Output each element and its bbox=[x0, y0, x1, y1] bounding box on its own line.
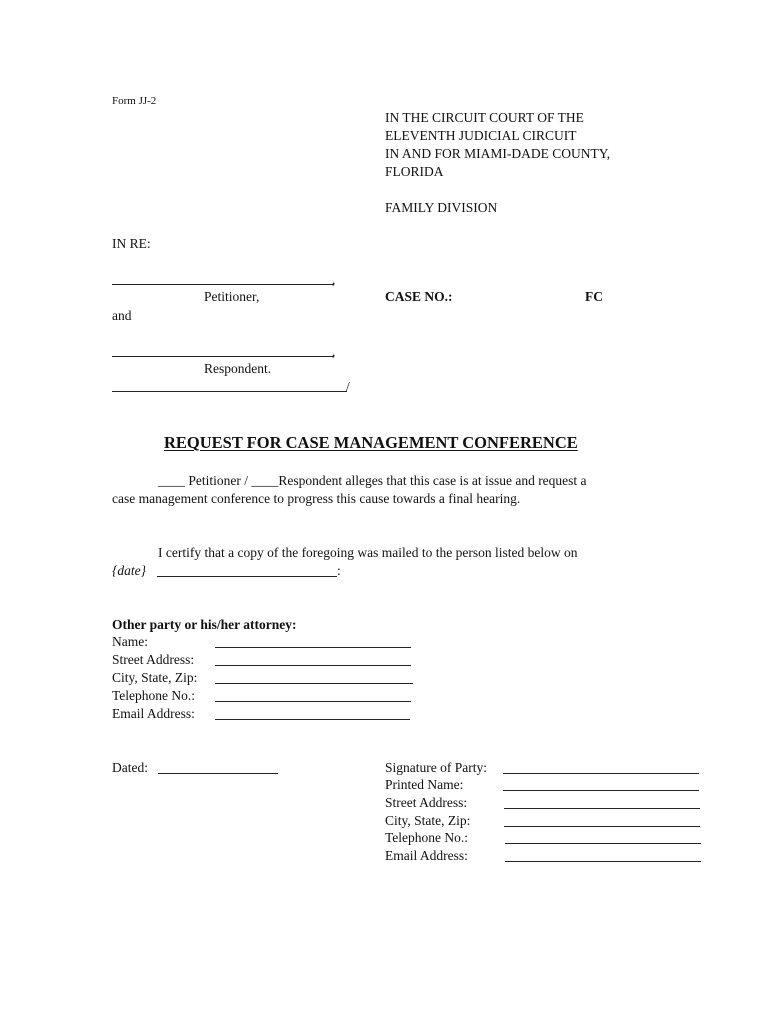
court-division: FAMILY DIVISION bbox=[385, 200, 498, 215]
and-label: and bbox=[112, 308, 132, 323]
sig-street-label: Street Address: bbox=[385, 795, 468, 810]
signature-line[interactable] bbox=[503, 773, 699, 774]
petitioner-option: Petitioner / bbox=[185, 473, 252, 488]
sig-city-label: City, State, Zip: bbox=[385, 813, 471, 828]
other-party-email-line[interactable] bbox=[215, 719, 410, 720]
court-line-3: IN AND FOR MIAMI-DADE COUNTY, bbox=[385, 146, 611, 161]
other-party-street-label: Street Address: bbox=[112, 652, 195, 667]
petitioner-label: Petitioner, bbox=[204, 289, 260, 304]
other-party-name-line[interactable] bbox=[215, 647, 411, 648]
sig-phone-line[interactable] bbox=[505, 843, 701, 844]
mail-date-colon: : bbox=[337, 563, 341, 578]
other-party-phone-line[interactable] bbox=[215, 701, 411, 702]
other-party-email-label: Email Address: bbox=[112, 706, 195, 721]
court-line-4: FLORIDA bbox=[385, 164, 444, 179]
sig-city-line[interactable] bbox=[504, 826, 700, 827]
form-id: Form JJ-2 bbox=[112, 95, 157, 107]
sig-email-label: Email Address: bbox=[385, 848, 468, 863]
petitioner-comma: , bbox=[332, 272, 336, 287]
other-party-street-line[interactable] bbox=[215, 665, 411, 666]
document-title: REQUEST FOR CASE MANAGEMENT CONFERENCE bbox=[164, 433, 578, 452]
case-no-label: CASE NO.: bbox=[385, 289, 453, 304]
caption-closing-line bbox=[112, 391, 347, 392]
court-line-1: IN THE CIRCUIT COURT OF THE bbox=[385, 110, 584, 125]
other-party-name-label: Name: bbox=[112, 634, 148, 649]
caption-slash: / bbox=[346, 379, 350, 394]
party-selection-line bbox=[158, 472, 587, 490]
respondent-label: Respondent. bbox=[204, 361, 272, 376]
sig-street-line[interactable] bbox=[504, 808, 700, 809]
sig-email-line[interactable] bbox=[505, 861, 701, 862]
other-party-heading: Other party or his/her attorney: bbox=[112, 617, 297, 632]
respondent-checkbox-blank[interactable]: ____ bbox=[251, 473, 279, 488]
other-party-phone-label: Telephone No.: bbox=[112, 688, 196, 703]
respondent-name-line[interactable] bbox=[112, 356, 334, 357]
in-re-label: IN RE: bbox=[112, 236, 151, 251]
petitioner-checkbox-blank[interactable]: ____ bbox=[158, 473, 185, 488]
printed-name-line[interactable] bbox=[503, 790, 699, 791]
case-prefix: FC bbox=[585, 289, 603, 304]
printed-name-label: Printed Name: bbox=[385, 777, 464, 792]
other-party-city-label: City, State, Zip: bbox=[112, 670, 198, 685]
dated-label: Dated: bbox=[112, 760, 148, 775]
signature-label: Signature of Party: bbox=[385, 760, 487, 775]
date-placeholder: {date} bbox=[112, 563, 147, 578]
other-party-city-line[interactable] bbox=[215, 683, 413, 684]
petitioner-name-line[interactable] bbox=[112, 284, 334, 285]
sig-phone-label: Telephone No.: bbox=[385, 830, 469, 845]
request-text-line-2: case management conference to progress this cause towards a final hearing. bbox=[112, 491, 521, 506]
dated-line[interactable] bbox=[158, 773, 278, 774]
respondent-option: Respondent alleges that this case is at issue and request a bbox=[278, 473, 587, 488]
respondent-comma: , bbox=[332, 344, 336, 359]
mail-date-line[interactable] bbox=[157, 576, 337, 577]
court-line-2: ELEVENTH JUDICIAL CIRCUIT bbox=[385, 128, 577, 143]
certify-text: I certify that a copy of the foregoing was mailed to the person listed below on bbox=[158, 545, 578, 560]
